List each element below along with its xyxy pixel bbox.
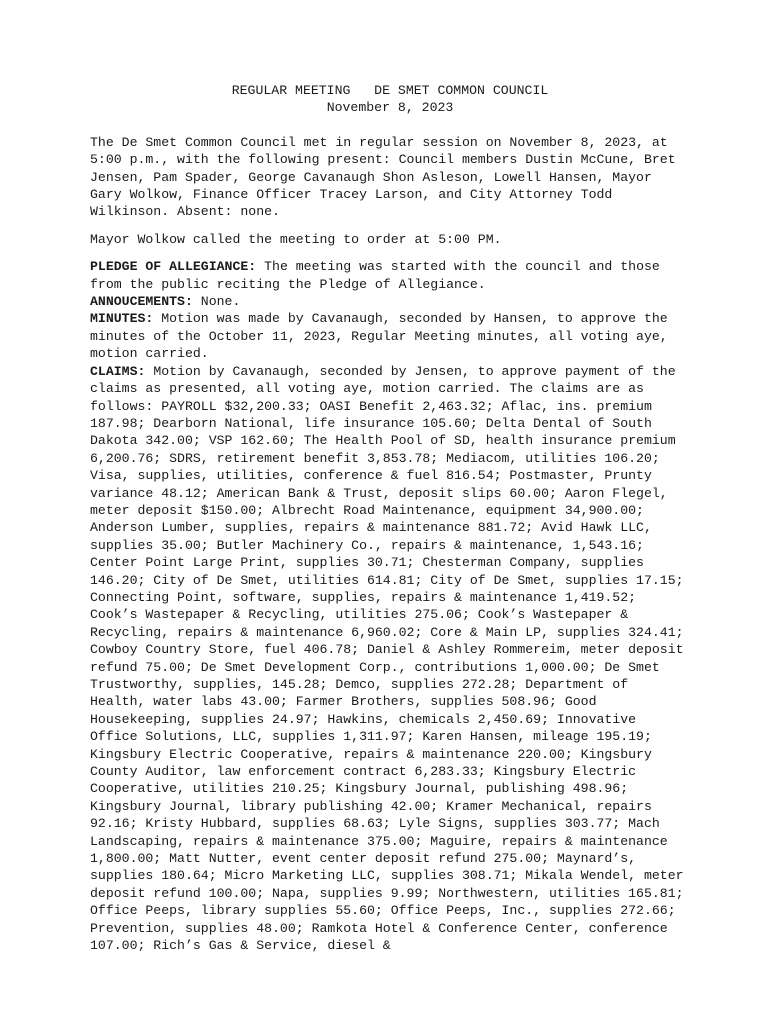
minutes-text: Motion was made by Cavanaugh, seconded by Hansen, to approve the minutes of the October 11, 2023, Regular Meeting minutes, all voting aye, motion carried. xyxy=(90,311,668,362)
announcements-paragraph xyxy=(90,293,690,310)
meeting-date: November 8, 2023 xyxy=(326,100,454,116)
pledge-paragraph xyxy=(90,258,690,293)
intro-paragraph: The De Smet Common Council met in regular session on November 8, 2023, at 5:00 p.m., with the following present: Council members Dustin McCune, Bret Jensen, Pam Spader, George Cavanaugh Shon Asleson, Lowell Hansen, Mayor Gary Wolkow, Finance Officer Tracey Larson, and City Attorney Todd Wilkinson. Absent: none. xyxy=(90,134,676,220)
minutes-paragraph xyxy=(90,310,690,362)
pledge-label: PLEDGE OF ALLEGIANCE: xyxy=(90,259,257,275)
announcements-label: ANNOUCEMENTS: xyxy=(90,294,193,310)
minutes-label: MINUTES: xyxy=(90,311,154,327)
document-page xyxy=(90,82,690,955)
claims-paragraph xyxy=(90,363,690,955)
claims-text: Motion by Cavanaugh, seconded by Jensen, to approve payment of the claims as presented, all voting aye, motion carried. The claims are as follows: PAYROLL $32,200.33; OASI Benefit 2,463.32; Aflac, ins. premium 187.98; Dearborn National, life insurance 105.60; Delta Dental of South Dakota 342.00; VSP 162.60; The Health Pool of SD, health insurance premium 6,200.76; SDRS, retirement benefit 3,853.78; Mediacom, utilities 106.20; Visa, supplies, utilities, conference & fuel 816.54; Postmaster, Prunty variance 48.12; American Bank & Trust, deposit slips 60.00; Aaron Flegel, meter deposit $150.00; Albrecht Road Maintenance, equipment 34,900.00; Anderson Lumber, supplies, repairs & maintenance 881.72; Avid Hawk LLC, supplies 35.00; Butler Machinery Co., repairs & maintenance, 1,543.16; Center Point Large Print, supplies 30.71; Chesterman Company, supplies 146.20; City of De Smet, utilities 614.81; City of De Smet, supplies 17.15; Connecting Point, software, supplies, repairs & maintenance 1,419.52; Cook’s Wastepaper & Recycling, utilities 275.06; Cook’s Wastepaper & Recycling, repairs & maintenance 6,960.02; Core & Main LP, supplies 324.41; Cowboy Country Store, fuel 406.78; Daniel & Ashley Rommereim, meter deposit refund 75.00; De Smet Development Corp., contributions 1,000.00; De Smet Trustworthy, supplies, 145.28; Demco, supplies 272.28; Department of Health, water labs 43.00; Farmer Brothers, supplies 508.96; Good Housekeeping, supplies 24.97; Hawkins, chemicals 2,450.69; Innovative Office Solutions, LLC, supplies 1,311.97; Karen Hansen, mileage 195.19; Kingsbury Electric Cooperative, repairs & maintenance 220.00; Kingsbury County Auditor, law enforcement contract 6,283.33; Kingsbury Electric Cooperative, utilities 210.25; Kingsbury Journal, publishing 498.96; Kingsbury Journal, library publishing 42.00; Kramer Mechanical, repairs 92.16; Kristy Hubbard, supplies 68.63; Lyle Signs, supplies 303.77; Mach Landscaping, repairs & maintenance 375.00; Maguire, repairs & maintenance 1,800.00; Matt Nutter, event center deposit refund 275.00; Maynard’s, supplies 180.64; Micro Marketing LLC, supplies 308.71; Mikala Wendel, meter deposit refund 100.00; Napa, supplies 9.99; Northwestern, utilities 165.81; Office Peeps, library supplies 55.60; Office Peeps, Inc., supplies 272.66; Prevention, supplies 48.00; Ramkota Hotel & Conference Center, conference 107.00; Rich’s Gas & Service, diesel & xyxy=(90,363,684,954)
spacer xyxy=(90,248,690,258)
spacer xyxy=(90,117,690,134)
claims-label: CLAIMS: xyxy=(90,363,146,379)
pledge-text: The meeting was started with the council and those from the public reciting the Pledge of Allegiance. xyxy=(90,259,660,292)
announcements-text: None. xyxy=(192,294,241,310)
call-to-order-paragraph: Mayor Wolkow called the meeting to order at 5:00 PM. xyxy=(90,231,502,247)
document-title: REGULAR MEETING DE SMET COMMON COUNCIL xyxy=(231,83,549,98)
spacer xyxy=(90,221,690,231)
